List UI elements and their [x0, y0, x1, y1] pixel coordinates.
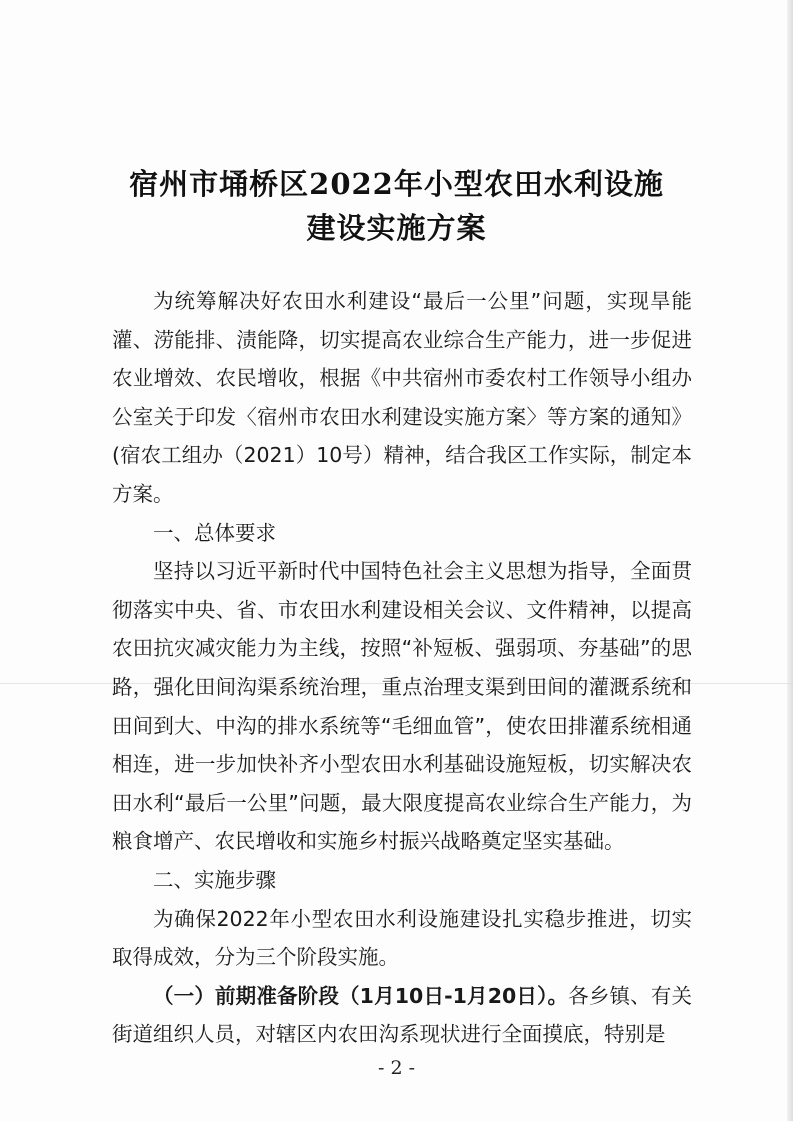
- section1-heading: 一、总体要求: [153, 520, 276, 545]
- intro-paragraph: 为统筹解决好农田水利建设“最后一公里”问题，实现旱能灌、涝能排、渍能降，切实提高农业综合生产能力，进一步促进农业增效、农民增收，根据《中共宿州市委农村工作领导小组办公室关于印发〈宿州市农田水利建设实施方案〉等方案的通知》(宿农工组办（2021）10号）精神，结合我区工作实际，制定本方案。: [112, 289, 692, 506]
- document-title-line1: 宿州市埇桥区2022年小型农田水利设施: [129, 167, 664, 201]
- section2-paragraph: 为确保2022年小型农田水利设施建设扎实稳步推进，切实取得成效，分为三个阶段实施。: [112, 906, 692, 970]
- stage1-label: （一）前期准备阶段（1月10日-1月20日）。: [153, 983, 569, 1008]
- stage1-text: 各乡镇、有关街道组织人员，对辖区内农田沟系现状进行全面摸底，特别是: [112, 983, 693, 1047]
- stage1-paragraph: [112, 977, 692, 1054]
- section2-heading: 二、实施步骤: [153, 867, 276, 892]
- document-body: [112, 282, 692, 1054]
- section1-paragraph: 坚持以习近平新时代中国特色社会主义思想为指导，全面贯彻落实中央、省、市农田水利建设相关会议、文件精神，以提高农田抗灾减灾能力为主线，按照“补短板、强弱项、夯基础”的思路，强化田间沟渠系统治理，重点治理支渠到田间的灌溉系统和田间到大、中沟的排水系统等“毛细血管”，使农田排灌系统相通相连，进一步加快补齐小型农田水利基础设施短板，切实解决农田水利“最后一公里”问题，最大限度提高农业综合生产能力，为粮食增产、农民增收和实施乡村振兴战略奠定坚实基础。: [112, 559, 692, 854]
- document-title-line2: 建设实施方案: [306, 211, 487, 245]
- page-number: - 2 -: [377, 1057, 415, 1079]
